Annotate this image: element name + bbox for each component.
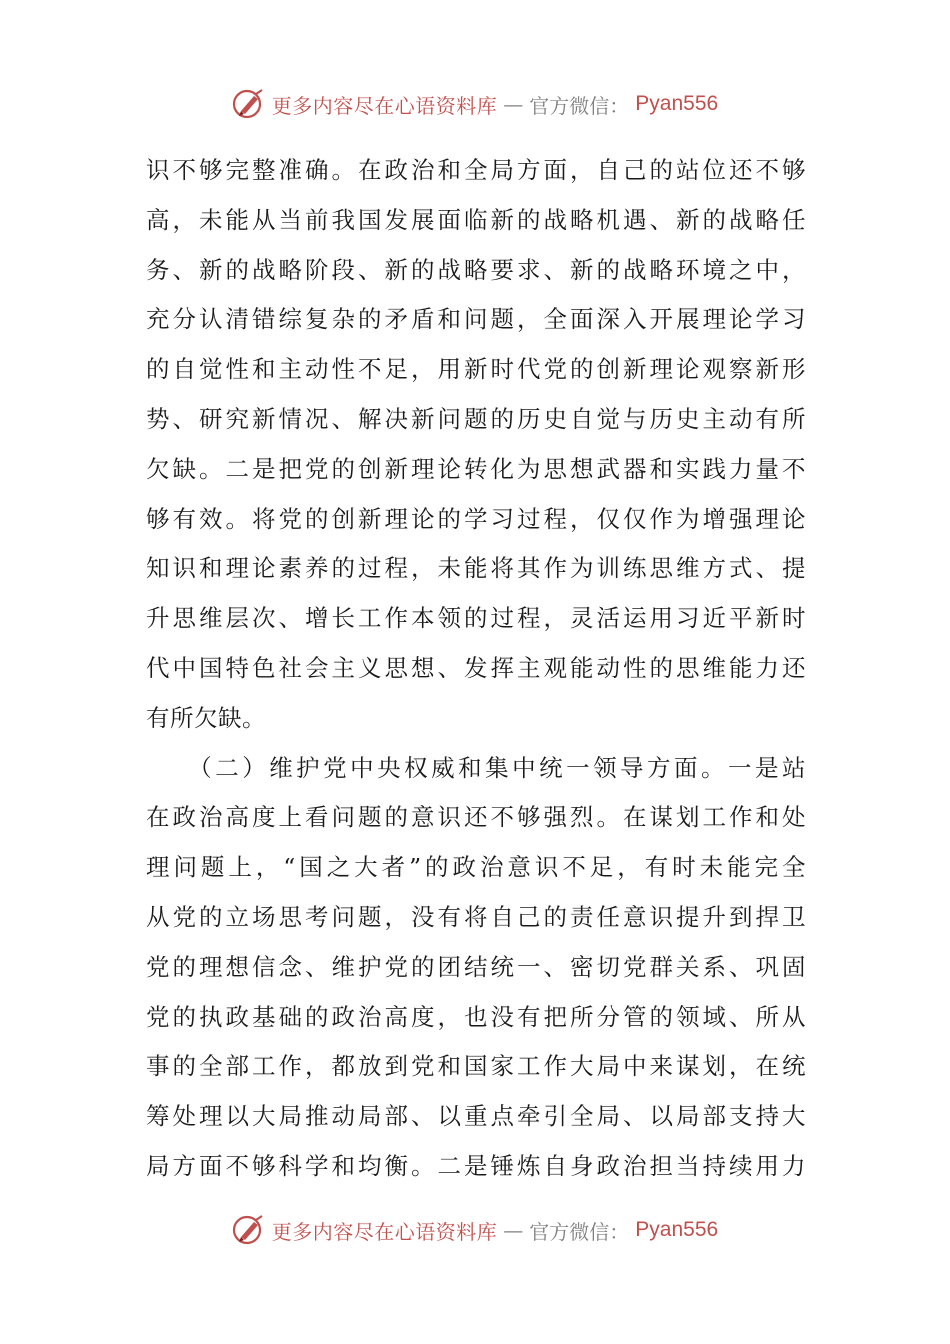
body-line: 充分认清错综复杂的矛盾和问题，全面深入开展理论学习 <box>146 305 806 334</box>
body-line: 有所欠缺。 <box>146 703 266 732</box>
pen-nib-logo-icon <box>232 87 266 121</box>
body-line: 筹处理以大局推动局部、以重点牵引全局、以局部支持大 <box>146 1102 806 1131</box>
pen-nib-logo-icon <box>232 1213 266 1247</box>
header-brand-text: 更多内容尽在心语资料库 <box>271 93 498 118</box>
body-line: 代中国特色社会主义思想、发挥主观能动性的思维能力还 <box>146 653 806 682</box>
body-line: 升思维层次、增长工作本领的过程，灵活运用习近平新时 <box>146 604 806 633</box>
body-line: 党的理想信念、维护党的团结统一、密切党群关系、巩固 <box>146 952 806 981</box>
footer-wechat-id: Pyan556 <box>635 1218 719 1241</box>
body-line: 识不够完整准确。在政治和全局方面，自己的站位还不够 <box>146 156 806 184</box>
body-line: 知识和理论素养的过程，未能将其作为训练思维方式、提 <box>146 554 806 583</box>
body-line: 欠缺。二是把党的创新理论转化为思想武器和实践力量不 <box>146 454 806 483</box>
header-separator: — <box>503 92 524 116</box>
body-line: 局方面不够科学和均衡。二是锤炼自身政治担当持续用力 <box>146 1151 806 1180</box>
body-line: 从党的立场思考问题，没有将自己的责任意识提升到捍卫 <box>146 902 806 931</box>
body-line: 在政治高度上看问题的意识还不够强烈。在谋划工作和处 <box>146 803 806 832</box>
document-body <box>146 146 806 1192</box>
body-line: 事的全部工作，都放到党和国家工作大局中来谋划，在统 <box>146 1052 806 1081</box>
body-line: 务、新的战略阶段、新的战略要求、新的战略环境之中， <box>146 255 806 284</box>
body-line: 理问题上，“国之大者”的政治意识不足，有时未能完全 <box>146 853 806 882</box>
section-heading-line: （二）维护党中央权威和集中统一领导方面。一是站 <box>146 753 806 782</box>
footer-separator: — <box>503 1218 524 1242</box>
header-wechat-id: Pyan556 <box>635 92 719 115</box>
header-watermark-banner <box>0 84 950 124</box>
body-line: 高，未能从当前我国发展面临新的战略机遇、新的战略任 <box>146 205 806 234</box>
footer-wechat-label: 官方微信： <box>529 1219 630 1244</box>
body-line: 够有效。将党的创新理论的学习过程，仅仅作为增强理论 <box>146 504 806 533</box>
footer-brand-text: 更多内容尽在心语资料库 <box>271 1219 498 1244</box>
footer-watermark-banner <box>0 1210 950 1250</box>
header-wechat-label: 官方微信： <box>529 93 630 118</box>
body-line: 的自觉性和主动性不足，用新时代党的创新理论观察新形 <box>146 355 806 384</box>
body-line: 势、研究新情况、解决新问题的历史自觉与历史主动有所 <box>146 404 806 433</box>
body-line: 党的执政基础的政治高度，也没有把所分管的领域、所从 <box>146 1002 806 1031</box>
